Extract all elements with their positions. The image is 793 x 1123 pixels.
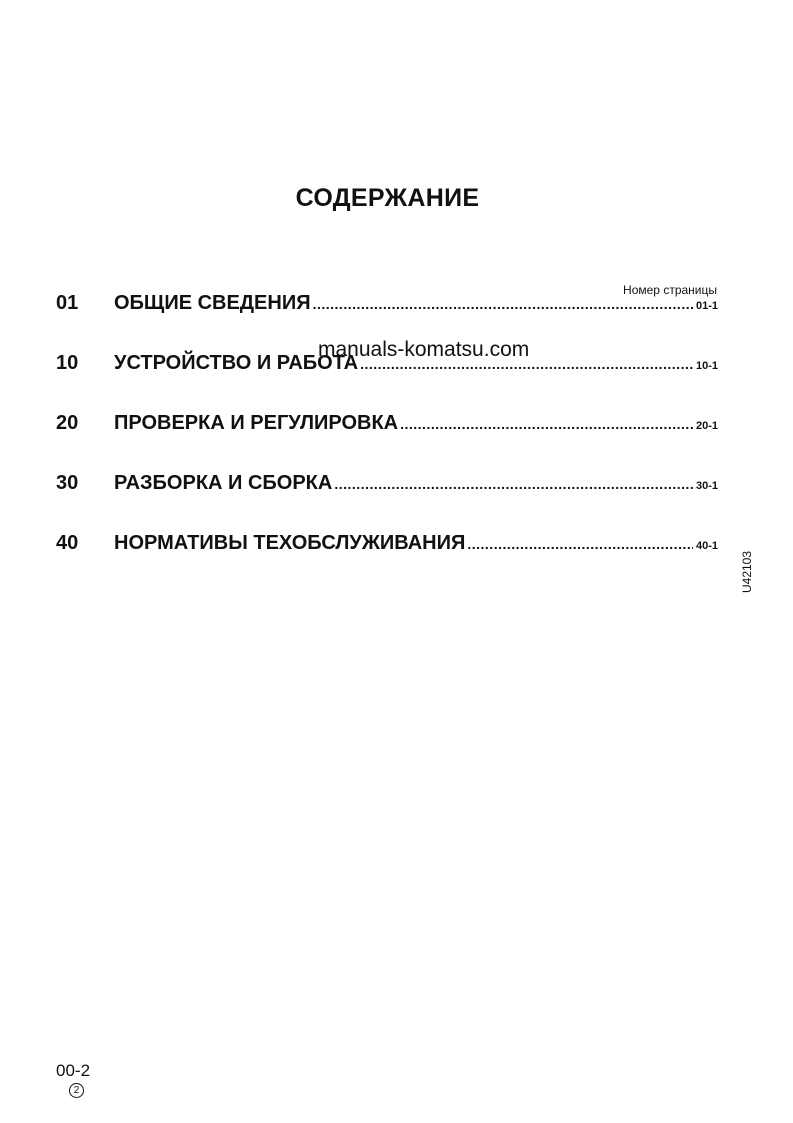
toc-item-title: РАЗБОРКА И СБОРКА	[114, 472, 333, 494]
toc-item-title: УСТРОЙСТВО И РАБОТА	[114, 352, 359, 374]
toc-leader-dots	[313, 296, 693, 312]
toc-item-page: 01-1	[695, 300, 718, 312]
toc-item-page: 10-1	[695, 360, 718, 372]
toc-item-number: 40	[56, 532, 79, 554]
toc-item-number: 20	[56, 412, 79, 434]
toc-item-page: 30-1	[695, 480, 718, 492]
revision-badge: 2	[69, 1083, 84, 1098]
toc-item-disassembly[interactable]	[56, 472, 718, 501]
toc-item-number: 01	[56, 292, 79, 314]
toc-leader-dots	[400, 416, 693, 432]
toc-item-title: НОРМАТИВЫ ТЕХОБСЛУЖИВАНИЯ	[114, 532, 466, 554]
footer-page-number: 00-2	[56, 1061, 91, 1080]
toc-item-page: 40-1	[695, 540, 718, 552]
toc-leader-dots	[467, 536, 693, 552]
toc-item-testing[interactable]	[56, 412, 718, 441]
toc-item-number: 30	[56, 472, 79, 494]
toc-item-general[interactable]	[56, 292, 718, 321]
page-title: СОДЕРЖАНИЕ	[295, 184, 480, 212]
toc-item-title: ПРОВЕРКА И РЕГУЛИРОВКА	[114, 412, 399, 434]
toc-item-number: 10	[56, 352, 79, 374]
toc-item-title: ОБЩИЕ СВЕДЕНИЯ	[114, 292, 311, 314]
page-number-column-label: Номер страницы	[623, 283, 717, 297]
toc-item-page: 20-1	[695, 420, 718, 432]
toc-item-maintenance[interactable]	[56, 532, 718, 561]
table-of-contents	[56, 292, 718, 592]
watermark-text: manuals-komatsu.com	[318, 338, 530, 361]
document-code: U42103	[740, 550, 754, 593]
toc-leader-dots	[334, 476, 693, 492]
